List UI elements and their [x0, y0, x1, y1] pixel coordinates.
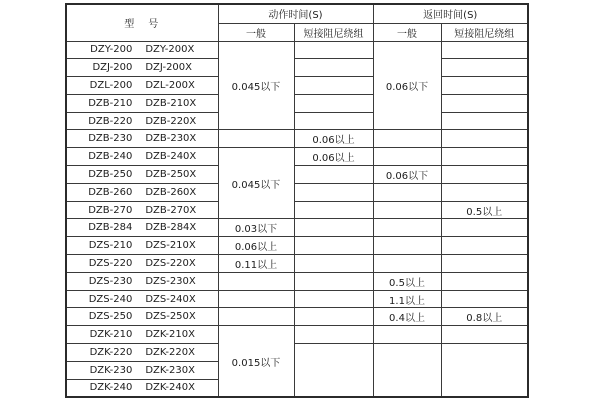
return-damped-cell [441, 272, 528, 290]
model-cell [66, 219, 218, 237]
col-header-action-damped: 短接阻尼绕组 [294, 23, 373, 41]
return-damped-cell [441, 344, 528, 397]
model-label: DZJ-200 [92, 62, 133, 74]
model-pair [67, 382, 218, 393]
model-cell [66, 130, 218, 148]
model-label: DZK-220 [89, 346, 133, 358]
action-general-cell: 0.045以下 [218, 41, 294, 130]
return-damped-cell [441, 130, 528, 148]
model-label: DZB-230X [145, 133, 197, 145]
model-label: DZB-250X [145, 168, 197, 180]
model-cell [66, 183, 218, 201]
return-general-cell: 0.5以上 [373, 272, 441, 290]
model-cell [66, 59, 218, 77]
action-general-cell [218, 272, 294, 290]
model-label: DZB-210 [88, 97, 133, 109]
action-damped-cell [294, 237, 373, 255]
table-row [66, 94, 528, 112]
model-pair [67, 240, 218, 251]
action-damped-cell [294, 255, 373, 273]
action-general-cell: 0.06以上 [218, 237, 294, 255]
model-label: DZS-230 [88, 275, 133, 287]
model-label: DZB-270X [145, 204, 197, 216]
action-damped-cell [294, 77, 373, 95]
model-label: DZB-220X [145, 115, 197, 127]
action-damped-cell [294, 272, 373, 290]
action-general-cell: 0.03以下 [218, 219, 294, 237]
action-damped-cell [294, 290, 373, 308]
return-damped-cell [441, 77, 528, 95]
table-row [66, 290, 528, 308]
model-pair [67, 116, 218, 127]
model-label: DZJ-200X [145, 62, 193, 74]
spec-table-body [66, 41, 528, 397]
table-row [66, 41, 528, 59]
action-damped-cell: 0.06以上 [294, 130, 373, 148]
return-general-cell: 1.1以上 [373, 290, 441, 308]
model-pair [67, 62, 218, 73]
return-damped-cell: 0.5以上 [441, 201, 528, 219]
return-general-cell [373, 219, 441, 237]
model-cell [66, 112, 218, 130]
model-label: DZK-210X [145, 329, 195, 341]
model-label: DZS-220X [145, 257, 196, 269]
table-row [66, 77, 528, 95]
model-cell [66, 201, 218, 219]
model-label: DZS-250 [88, 311, 133, 323]
table-row [66, 255, 528, 273]
model-cell [66, 41, 218, 59]
model-cell [66, 77, 218, 95]
model-label: DZK-240X [145, 382, 195, 394]
action-damped-cell [294, 166, 373, 184]
return-damped-cell [441, 219, 528, 237]
model-cell [66, 344, 218, 362]
model-cell [66, 379, 218, 397]
model-label: DZS-220 [88, 257, 133, 269]
action-damped-cell [294, 344, 373, 397]
model-label: DZS-240 [88, 293, 133, 305]
table-row [66, 59, 528, 77]
return-general-cell [373, 344, 441, 397]
return-damped-cell [441, 255, 528, 273]
model-pair [67, 294, 218, 305]
model-pair [67, 222, 218, 233]
col-header-action-general: 一般 [218, 23, 294, 41]
model-label: DZL-200 [89, 79, 133, 91]
model-label: DZB-270 [88, 204, 133, 216]
table-row [66, 148, 528, 166]
return-general-cell [373, 201, 441, 219]
action-damped-cell [294, 326, 373, 344]
model-pair [67, 44, 218, 55]
return-general-cell [373, 183, 441, 201]
action-damped-cell [294, 112, 373, 130]
model-label: DZK-230X [145, 364, 195, 376]
table-row [66, 130, 528, 148]
action-damped-cell: 0.06以上 [294, 148, 373, 166]
return-damped-cell [441, 41, 528, 59]
model-cell [66, 166, 218, 184]
model-label: DZB-240 [88, 151, 133, 163]
model-label: DZL-200X [145, 79, 195, 91]
model-cell [66, 272, 218, 290]
model-pair [67, 169, 218, 180]
return-damped-cell [441, 112, 528, 130]
return-general-cell [373, 130, 441, 148]
return-damped-cell [441, 183, 528, 201]
table-header [66, 4, 528, 41]
action-damped-cell [294, 183, 373, 201]
return-general-cell: 0.4以上 [373, 308, 441, 326]
col-header-action-time: 动作时间(S) [218, 4, 373, 23]
model-cell [66, 308, 218, 326]
model-label: DZK-210 [89, 329, 133, 341]
table-row [66, 183, 528, 201]
table-row [66, 272, 528, 290]
return-general-cell [373, 255, 441, 273]
model-label: DZY-200 [90, 44, 133, 56]
model-label: DZY-200X [145, 44, 195, 56]
model-pair [67, 151, 218, 162]
model-label: DZS-250X [145, 311, 196, 323]
return-damped-cell [441, 148, 528, 166]
model-label: DZB-260 [88, 186, 133, 198]
relay-spec-table [65, 3, 529, 398]
model-label: DZB-230 [88, 133, 133, 145]
header-row-groups [66, 4, 528, 23]
action-damped-cell [294, 308, 373, 326]
model-label: DZB-284X [145, 222, 197, 234]
model-label: DZS-210X [145, 240, 196, 252]
return-general-cell: 0.06以下 [373, 166, 441, 184]
model-cell [66, 326, 218, 344]
table-row [66, 237, 528, 255]
model-cell [66, 290, 218, 308]
table-row [66, 326, 528, 344]
model-cell [66, 94, 218, 112]
model-label: DZB-240X [145, 151, 197, 163]
return-damped-cell [441, 166, 528, 184]
model-label: DZS-230X [145, 275, 196, 287]
model-label: DZK-240 [89, 382, 133, 394]
action-damped-cell [294, 59, 373, 77]
model-pair [67, 276, 218, 287]
table-row [66, 308, 528, 326]
model-label: DZB-250 [88, 168, 133, 180]
table-row [66, 344, 528, 362]
table-row [66, 219, 528, 237]
model-label: DZS-240X [145, 293, 196, 305]
col-header-return-time: 返回时间(S) [373, 4, 528, 23]
return-damped-cell [441, 237, 528, 255]
action-general-cell: 0.11以上 [218, 255, 294, 273]
action-general-cell [218, 308, 294, 326]
return-general-cell [373, 237, 441, 255]
col-header-return-damped: 短接阻尼绕组 [441, 23, 528, 41]
model-pair [67, 365, 218, 376]
return-damped-cell [441, 59, 528, 77]
model-pair [67, 329, 218, 340]
model-label: DZB-260X [145, 186, 197, 198]
action-general-cell: 0.015以下 [218, 326, 294, 397]
col-header-return-general: 一般 [373, 23, 441, 41]
model-pair [67, 258, 218, 269]
model-pair [67, 187, 218, 198]
model-label: DZK-230 [89, 364, 133, 376]
model-cell [66, 148, 218, 166]
return-general-cell [373, 148, 441, 166]
return-damped-cell: 0.8以上 [441, 308, 528, 326]
table-row [66, 166, 528, 184]
action-damped-cell [294, 219, 373, 237]
action-damped-cell [294, 41, 373, 59]
action-damped-cell [294, 201, 373, 219]
col-header-model: 型 号 [66, 4, 218, 41]
return-damped-cell [441, 290, 528, 308]
model-label: DZB-210X [145, 97, 197, 109]
action-general-cell [218, 130, 294, 148]
model-pair [67, 80, 218, 91]
model-label: DZS-210 [88, 240, 133, 252]
return-damped-cell [441, 326, 528, 344]
table-row [66, 112, 528, 130]
action-damped-cell [294, 94, 373, 112]
return-general-cell: 0.06以下 [373, 41, 441, 130]
model-cell [66, 255, 218, 273]
model-pair [67, 311, 218, 322]
return-general-cell [373, 326, 441, 344]
model-label: DZB-220 [88, 115, 133, 127]
model-label: DZK-220X [145, 346, 195, 358]
model-cell [66, 237, 218, 255]
model-pair [67, 347, 218, 358]
action-general-cell: 0.045以下 [218, 148, 294, 219]
return-damped-cell [441, 94, 528, 112]
action-general-cell [218, 290, 294, 308]
model-pair [67, 133, 218, 144]
model-cell [66, 361, 218, 379]
model-label: DZB-284 [88, 222, 133, 234]
model-pair [67, 205, 218, 216]
table-row [66, 201, 528, 219]
model-pair [67, 98, 218, 109]
